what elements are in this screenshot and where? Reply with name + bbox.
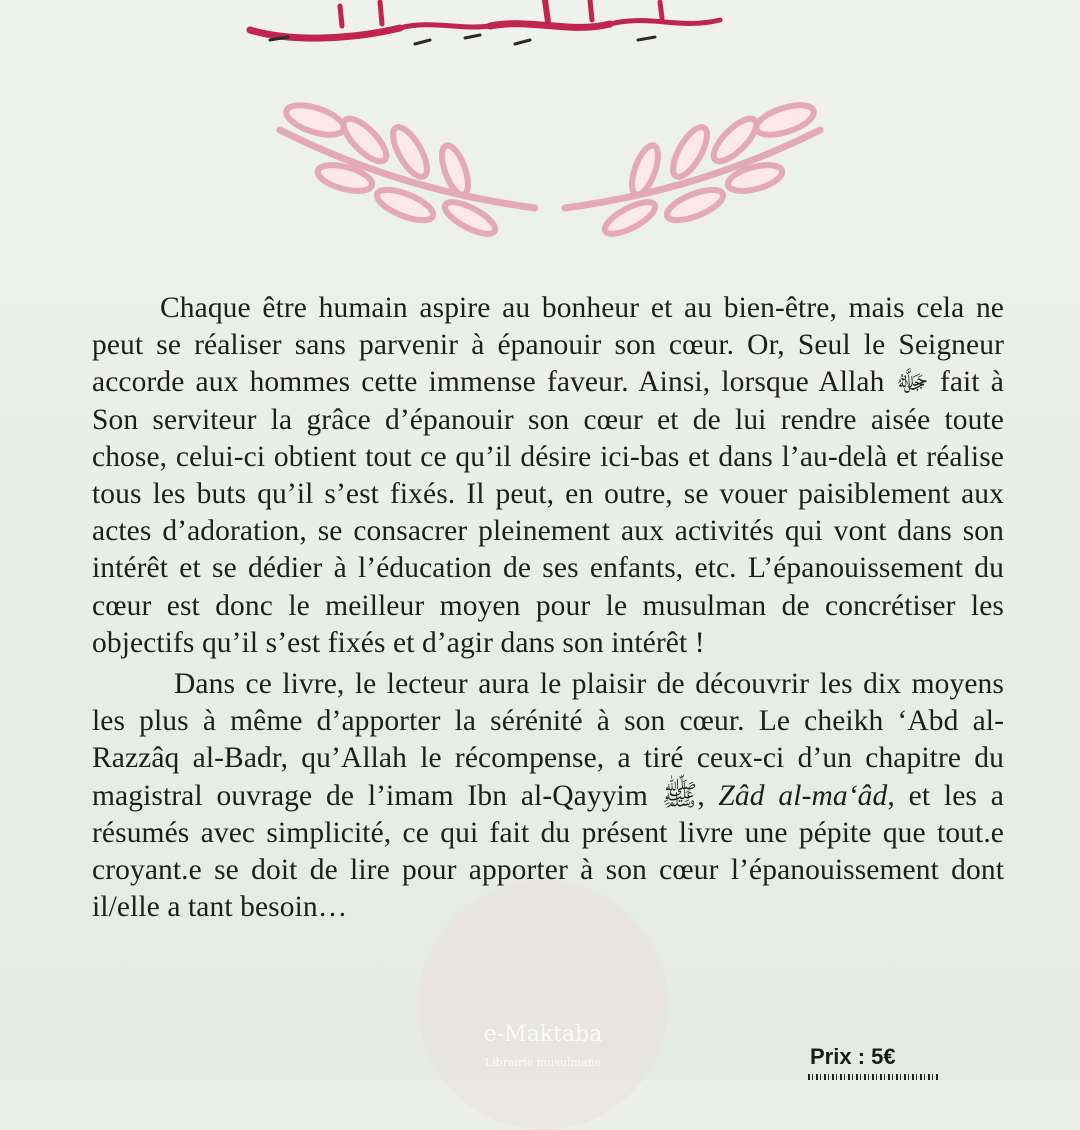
barcode-icon (808, 1074, 938, 1080)
calligraphy-title-icon (230, 0, 750, 50)
watermark-name: e-Maktaba (483, 1022, 603, 1047)
laurel-branches-icon (270, 100, 830, 250)
watermark-subtitle: Librairie musulmane (484, 1056, 602, 1069)
description-paragraph-2 (92, 666, 1004, 926)
description-paragraph-1: Chaque être humain aspire au bonheur et au bien-être, mais cela ne peut se réaliser sans parvenir à épanouir son cœur. Or, Seul le Seigneur accorde aux hommes cette immense faveur. Ainsi, lorsque Allah ﷻ fait à Son serviteur la grâce d’épanouir son cœur et de lui rendre aisée toute chose, celui-ci obtient tout ce qu’il désire ici-bas et dans l’au-delà et réalise tous les buts qu’il s’est fixés. Il peut, en outre, se vouer paisiblement aux actes d’adoration, se consacrer pleinement aux activités qui vont dans son intérêt et se dédier à l’éducation de ses enfants, etc. L’épanouissement du cœur est donc le meilleur moyen pour le musulman de concrétiser les objectifs qu’il s’est fixés et d’agir dans son intérêt ! (92, 292, 1004, 659)
paragraph-2-end: , et les a résumés avec simplicité, ce qui fait du présent livre une pépite que tout.e croyant.e se doit de lire pour apporter à son cœur l’épanouissement dont il/elle a tant besoin… (92, 779, 1004, 924)
book-description (92, 290, 1004, 926)
book-title-italic: Zâd al-ma‘âd (718, 779, 888, 812)
price-label: Prix : 5€ (810, 1044, 896, 1069)
paragraph-2-start: Dans ce livre, le lecteur aura le plaisir de découvrir les dix moyens les plus à même d’apporter la sérénité à son cœur. Le cheikh ‘Abd al-Razzâq al-Badr, qu’Allah le récompense, a tiré ceux-ci d’un chapitre du magistral ouvrage de l’imam Ibn al-Qayyim ﷺ, (92, 668, 1004, 812)
